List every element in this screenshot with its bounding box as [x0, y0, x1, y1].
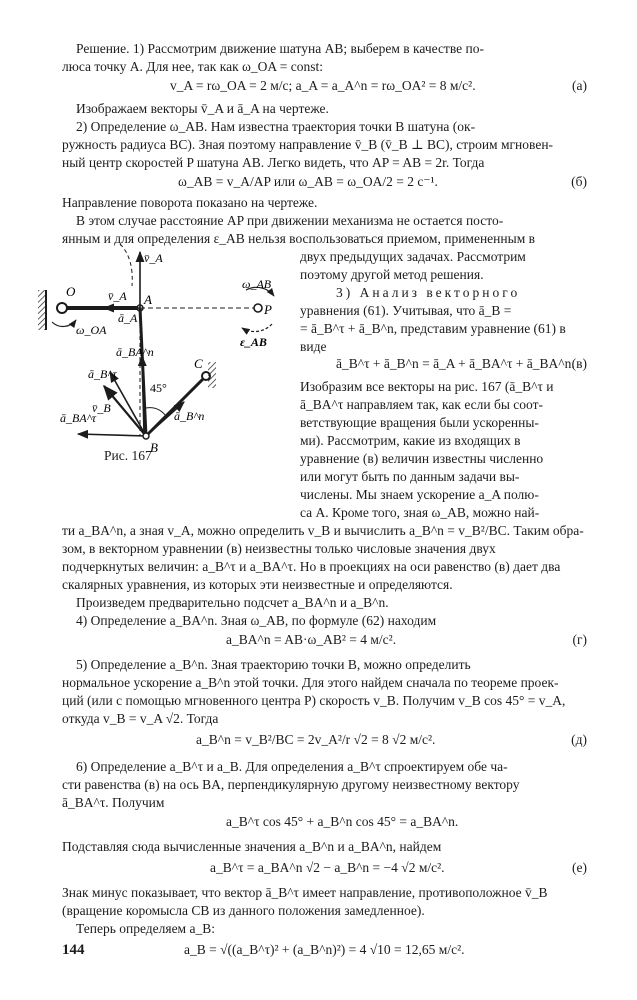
- text-line: ти a_BA^n, а зная v_A, можно определить v_B и вычислить a_B^n = v_B²/BC. Таким обра-: [62, 523, 584, 538]
- equation-v: ā_B^τ + ā_B^n = ā_A + ā_BA^τ + ā_BA^n.: [336, 356, 575, 371]
- equation-b: ω_AB = v_A/AP или ω_AB = ω_OA/2 = 2 с⁻¹.: [178, 174, 438, 189]
- text-line: Подставляя сюда вычисленные значения a_B^n и a_BA^n, найдем: [62, 839, 442, 854]
- joint-b: [143, 433, 149, 439]
- text-line: ветствующие вращения были ускоренны-: [300, 415, 539, 430]
- vector-abatau: [78, 434, 146, 436]
- text-line: Изображаем векторы v̄_A и ā_A на чертеже.: [76, 101, 329, 116]
- equation-a: v_A = rω_OA = 2 м/с; a_A = a_A^n = rω_OA² = 8 м/с².: [170, 78, 476, 93]
- text-line: уравнения (61). Учитывая, что ā_B =: [300, 303, 512, 318]
- label-eps-ab: ε_AB: [240, 335, 267, 349]
- text-line: = ā_B^τ + ā_B^n, представим уравнение (61) в: [300, 321, 566, 336]
- text-line: виде: [300, 339, 327, 354]
- text-line: люса точку A. Для нее, так как ω_OA = const:: [62, 59, 324, 74]
- omega-oa-arc: [52, 320, 76, 327]
- label-va-top: v̄_A: [144, 251, 163, 265]
- equation-g: a_BA^n = AB·ω_AB² = 4 м/с².: [226, 632, 397, 647]
- equation-tag-v: (в): [571, 356, 587, 371]
- text-line: сти равенства (в) на ось BA, перпендикулярную другому неизвестному вектору: [62, 777, 520, 792]
- label-abatau: ā_BA^τ: [60, 411, 97, 425]
- text-line: янным и для определения ε_AB нельзя воспользоваться приемом, примененным в: [62, 231, 535, 246]
- text-line: ā_BA^τ. Получим: [62, 795, 165, 810]
- equation-tag-b: (б): [571, 174, 587, 189]
- text-line: Произведем предварительно подсчет a_BA^n и a_B^n.: [76, 595, 389, 610]
- text-line: 6) Определение a_B^τ и a_B. Для определения a_B^τ спроектируем обе ча-: [76, 759, 508, 774]
- text-line: уравнение (в) величин известны численно: [300, 451, 544, 466]
- text-line: скалярных уравнения, из которых эти неизвестные и определяются.: [62, 577, 453, 592]
- text-line: В этом случае расстояние AP при движении механизма не остается посто-: [76, 213, 504, 228]
- text-line: нормальное ускорение a_B^n этой точки. Для этого найдем сначала по теореме проек-: [62, 675, 559, 690]
- label-va-left: v̄_A: [108, 289, 127, 303]
- point-p: [254, 304, 262, 312]
- text-line: Решение. 1) Рассмотрим движение шатуна AB; выберем в качестве по-: [76, 41, 484, 56]
- equation-tag-a: (а): [572, 78, 587, 93]
- text-line: 4) Определение a_BA^n. Зная ω_AB, по формуле (62) находим: [76, 613, 437, 628]
- equation-final: a_B = √((a_B^τ)² + (a_B^n)²) = 4 √10 = 12,65 м/с².: [184, 942, 465, 957]
- text-line: 5) Определение a_B^n. Зная траекторию точки B, можно определить: [76, 657, 471, 672]
- equation-tag-e: (е): [572, 860, 587, 875]
- figure-caption: Рис. 167: [104, 448, 152, 463]
- text-line: ā_BA^τ направляем так, как если бы соот-: [300, 397, 544, 412]
- text-line: са A. Кроме того, зная ω_AB, можно най-: [300, 505, 540, 520]
- text-line: поэтому другой метод решения.: [300, 267, 484, 282]
- text-line: подчеркнутых величин: a_B^τ и a_BA^τ. Но в проекциях на оси равенство (в) дает два: [62, 559, 561, 574]
- equation-tag-d: (д): [571, 732, 587, 747]
- label-omega-oa: ω_OA: [76, 323, 107, 337]
- equation-tag-g: (г): [572, 632, 587, 647]
- equation-d: a_B^n = v_B²/BC = 2v_A²/r √2 = 8 √2 м/с².: [196, 732, 436, 747]
- text-line: Направление поворота показано на чертеже.: [62, 195, 318, 210]
- label-a: A: [144, 292, 152, 307]
- label-abtau: ā_B^τ: [88, 367, 117, 381]
- text-line: 2) Определение ω_AB. Нам известна траектория точки B шатуна (ок-: [76, 119, 476, 134]
- label-omega-ab: ω_AB: [242, 277, 272, 291]
- label-b: B: [150, 440, 158, 455]
- text-line: или могут быть по данным задачи вы-: [300, 469, 520, 484]
- text-line: зом, в векторном уравнении (в) неизвестны только числовые значения двух: [62, 541, 496, 556]
- text-line: ружность радиуса BC). Зная поэтому направление v̄_B (v̄_B ⊥ BC), строим мгновен-: [62, 137, 554, 152]
- text-line: ций (или с помощью мгновенного центра P) скорость v_B. Получим v_B cos 45° = v_A,: [62, 693, 566, 708]
- equation-projection: a_B^τ cos 45° + a_B^n cos 45° = a_BA^n.: [226, 814, 459, 829]
- trajectory-arc: [120, 244, 132, 286]
- label-abn: ā_B^n: [174, 409, 205, 423]
- wall-o: [38, 290, 46, 330]
- text-line: Изобразим все векторы на рис. 167 (ā_B^τ и: [300, 379, 554, 394]
- page-number: 144: [62, 942, 85, 958]
- figure-167: [34, 238, 298, 470]
- label-aban: ā_BA^n: [116, 345, 154, 359]
- text-line: числены. Мы знаем ускорение a_A полю-: [300, 487, 539, 502]
- wall-c: [208, 362, 216, 388]
- label-p: P: [264, 302, 272, 317]
- joint-o: [57, 303, 67, 313]
- angle-arc: [146, 408, 166, 416]
- label-aa: ā_A: [118, 311, 138, 325]
- text-line: откуда v_B = v_A √2. Тогда: [62, 711, 219, 726]
- equation-e: a_B^τ = a_BA^n √2 − a_B^n = −4 √2 м/с².: [210, 860, 445, 875]
- label-angle: 45°: [150, 381, 167, 395]
- label-c: C: [194, 356, 203, 371]
- text-line: (вращение коромысла CB из данного положения замедленное).: [62, 903, 425, 918]
- text-line: ный центр скоростей P шатуна AB. Легко видеть, что AP = AB = 2r. Тогда: [62, 155, 485, 170]
- text-line: Теперь определяем a_B:: [76, 921, 215, 936]
- label-vb: v̄_B: [92, 401, 111, 415]
- eps-ab-arc: [242, 324, 272, 332]
- text-line: ми). Рассмотрим, какие из входящих в: [300, 433, 521, 448]
- section-heading: 3) Анализ векторного: [336, 285, 521, 300]
- text-line: двух предыдущих задачах. Рассмотрим: [300, 249, 526, 264]
- label-o: O: [66, 284, 76, 299]
- vector-abtau: [110, 372, 146, 436]
- text-line: Знак минус показывает, что вектор ā_B^τ имеет направление, противоположное v̄_B: [62, 885, 548, 900]
